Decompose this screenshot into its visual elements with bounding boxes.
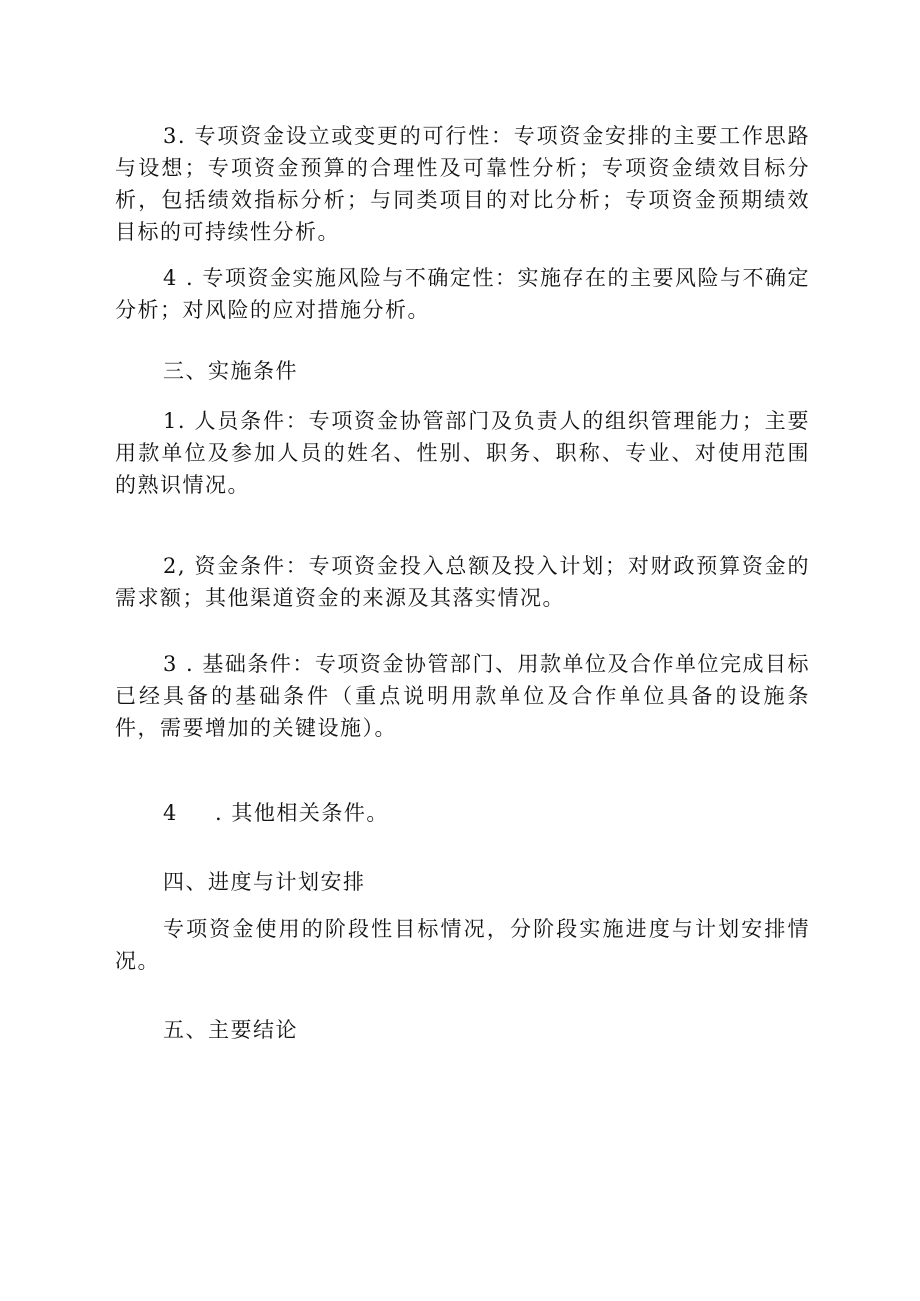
paragraph-basic-conditions: 3 . 基础条件：专项资金协管部门、用款单位及合作单位完成目标已经具备的基础条件（重点说明用款单位及合作单位具备的设施条件，需要增加的关键设施）。 <box>115 652 810 740</box>
section-heading-conclusions: 五、主要结论 <box>163 1018 298 1042</box>
paragraph-funding-conditions: 2, 资金条件：专项资金投入总额及投入计划；对财政预算资金的需求额；其他渠道资金的来源及其落实情况。 <box>115 554 810 610</box>
section-heading-implementation-conditions: 三、实施条件 <box>163 359 298 383</box>
list-number: 4 <box>163 801 178 825</box>
paragraph-personnel-conditions: 1. 人员条件：专项资金协管部门及负责人的组织管理能力；主要用款单位及参加人员的姓名、性别、职务、职称、专业、对使用范围的熟识情况。 <box>115 409 810 497</box>
paragraph-feasibility: 3. 专项资金设立或变更的可行性：专项资金安排的主要工作思路与设想；专项资金预算的合理性及可靠性分析；专项资金绩效目标分析，包括绩效指标分析；与同类项目的对比分析；专项资金预期绩效目标的可持续性分析。 <box>115 124 810 244</box>
paragraph-schedule: 专项资金使用的阶段性目标情况，分阶段实施进度与计划安排情况。 <box>115 917 810 973</box>
paragraph-risk: 4 . 专项资金实施风险与不确定性：实施存在的主要风险与不确定分析；对风险的应对措施分析。 <box>115 266 810 322</box>
list-text: . 其他相关条件。 <box>215 801 389 825</box>
section-heading-schedule: 四、进度与计划安排 <box>163 870 366 894</box>
paragraph-other-conditions <box>163 797 389 829</box>
